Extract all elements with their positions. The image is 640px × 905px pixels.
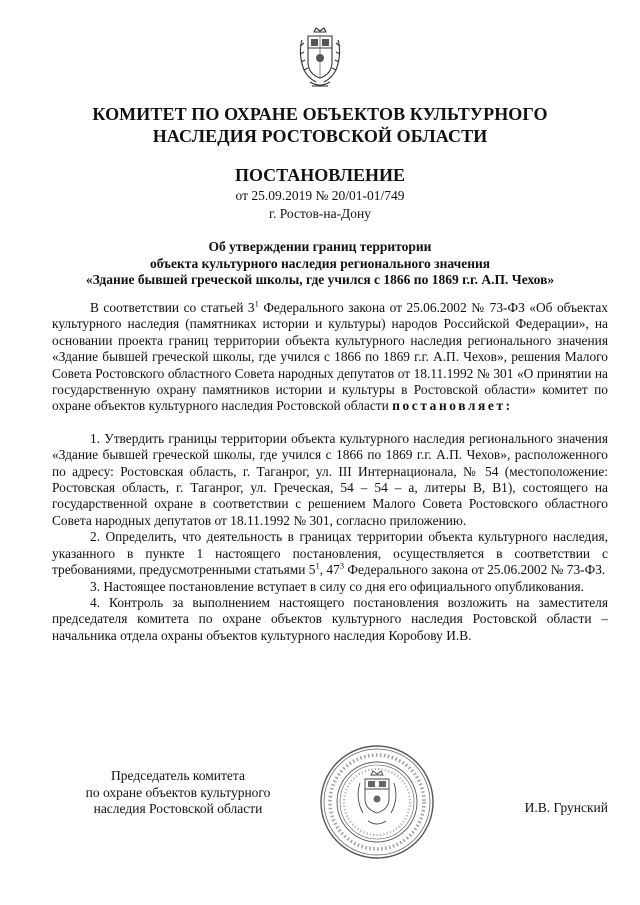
preamble-paragraph [52,300,608,415]
subject-line-2: объекта культурного наследия регионального значения [149,255,491,271]
seal-icon [318,743,436,861]
item-2-sup-b: 3 [339,560,345,571]
signatory-position-line-1: Председатель комитета [111,768,245,783]
document-city: г. Ростов-на-Дону [268,206,371,221]
item-2-text-a: 2. Определить, что деятельность в границах территории объекта культурного наследия, указанного в пункте 1 настоящего постановления, осуществляется в соответствии с требованиями, предусмотренными статьями 5 [52,529,608,578]
document-type: ПОСТАНОВЛЕНИЕ [234,165,406,185]
item-4-paragraph: 4. Контроль за выполнением настоящего постановления возложить на заместителя председателя комитета по охране объектов культурного наследия Ростовской области – начальника отдела охраны объектов культурного наследия Коробову И.В. [52,594,608,643]
preamble-sup: 1 [254,298,259,309]
subject-line-3: «Здание бывшей греческой школы, где учился с 1866 по 1869 г.г. А.П. Чехов» [85,272,555,287]
item-2-text-b: , 47 [319,562,340,578]
org-line-2: НАСЛЕДИЯ РОСТОВСКОЙ ОБЛАСТИ [152,126,488,146]
document-subject [40,239,600,289]
item-2-sup-a: 1 [315,560,320,571]
signatory-position-line-3: наследия Ростовской области [93,801,263,816]
signatory-position [78,768,278,818]
coat-of-arms-icon [296,26,344,90]
item-2-paragraph [52,529,608,578]
org-line-1: КОМИТЕТ ПО ОХРАНЕ ОБЪЕКТОВ КУЛЬТУРНОГО [92,104,548,124]
signatory-position-line-2: по охране объектов культурного [85,784,271,800]
item-3-paragraph: 3. Настоящее постановление вступает в силу со дня его официального опубликования. [90,578,584,594]
document-date-number: от 25.09.2019 № 20/01-01/749 [235,188,405,203]
item-2-text-c: Федерального закона от 25.06.2002 № 73-ФЗ. [344,562,606,578]
item-1-paragraph: 1. Утвердить границы территории объекта культурного наследия регионального значения «Здание бывшей греческой школы, где учился с 1866 по 1869 г.г. А.П. Чехов», расположенного по адресу: Ростовская область, г. Таганрог, ул. III Интернационала, № 54 (местоположение: Ростовская область, г. Таганрог, ул. Греческая, 54 – 54 – а, литеры В, В1), состоящего на государственной охране в соответствии с решением Малого Совета Ростовского областного Совета народных депутатов от 18.11.1992 № 301, согласно приложению. [52,430,608,528]
document-body [52,300,608,644]
decree-word: постановляет: [392,398,513,414]
preamble-text-b: Федерального закона от 25.06.2002 № 73-ФЗ «Об объектах культурного наследия (памятниках истории и культуры) народов Российской Федерации», на основании проекта границ территории объекта культурного наследия регионального значения «Здание бывшей греческой школы, где учился с 1866 по 1869 г.г. А.П. Чехов», решения Малого Совета Ростовского областного Совета народных депутатов от 18.11.1992 № 301 «О принятии на государственную охрану памятников истории и культуры в Ростовской области» комитет по охране объектов культурного наследия Ростовской области [52,300,608,414]
preamble-text-a: В соответствии со статьей 3 [90,300,255,315]
signatory-name: И.В. Грунский [524,800,608,815]
organization-name [0,103,640,147]
subject-line-1: Об утверждении границ территории [208,239,432,254]
